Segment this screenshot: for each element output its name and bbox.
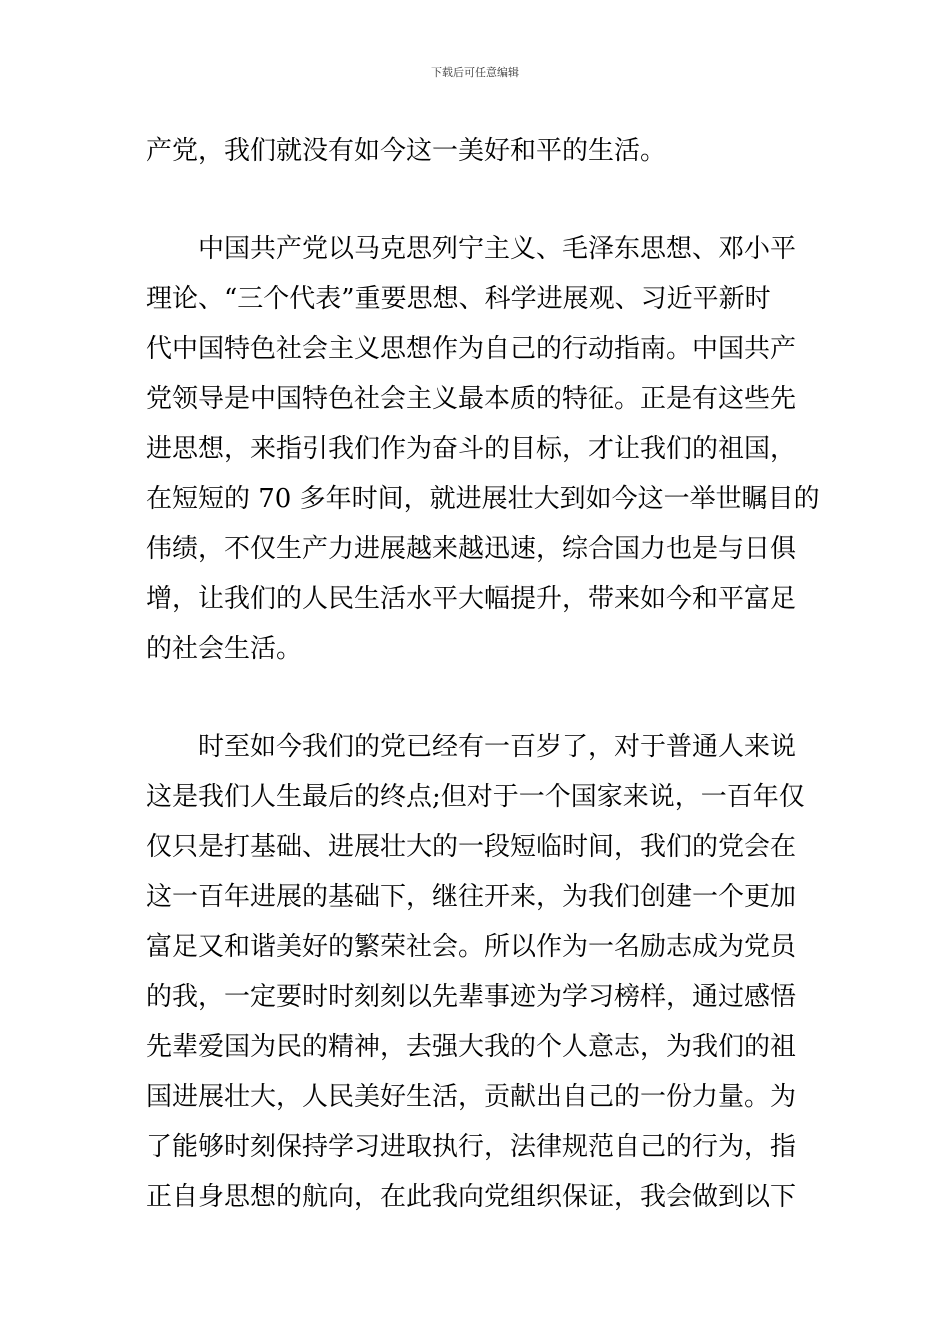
paragraph-first-line: 时至如今我们的党已经有一百岁了，对于普通人来说 <box>198 732 797 762</box>
text-line: 代中国特色社会主义思想作为自己的行动指南。中国共产 <box>146 334 797 364</box>
text-line: 先辈爱国为民的精神，去强大我的个人意志，为我们的祖 <box>146 1032 797 1062</box>
text-line: 国进展壮大，人民美好生活，贡献出自己的一份力量。为 <box>146 1082 797 1112</box>
text-line: 这是我们人生最后的终点;但对于一个国家来说，一百年仅 <box>146 782 805 812</box>
text-line: 理论、“三个代表”重要思想、科学进展观、习近平新时 <box>146 284 771 314</box>
text-line: 仅只是打基础、进展壮大的一段短临时间，我们的党会在 <box>146 832 797 862</box>
text-line: 了能够时刻保持学习进取执行，法律规范自己的行为，指 <box>146 1132 797 1162</box>
text-line: 的我，一定要时时刻刻以先辈事迹为学习榜样，通过感悟 <box>146 982 797 1012</box>
text-line: 正自身思想的航向，在此我向党组织保证，我会做到以下 <box>146 1182 797 1212</box>
text-line: 产党，我们就没有如今这一美好和平的生活。 <box>146 136 667 166</box>
text-line: 富足又和谐美好的繁荣社会。所以作为一名励志成为党员 <box>146 932 797 962</box>
text-line: 党领导是中国特色社会主义最本质的特征。正是有这些先 <box>146 384 797 414</box>
text-line: 这一百年进展的基础下，继往开来，为我们创建一个更加 <box>146 882 797 912</box>
text-line: 伟绩，不仅生产力进展越来越迅速，综合国力也是与日俱 <box>146 534 797 564</box>
text-line: 增，让我们的人民生活水平大幅提升，带来如今和平富足 <box>146 584 797 614</box>
text-line: 在短短的 70 多年时间，就进展壮大到如今这一举世瞩目的 <box>146 484 820 514</box>
paragraph-first-line: 中国共产党以马克思列宁主义、毛泽东思想、邓小平 <box>198 234 797 264</box>
page-header: 下载后可任意编辑 <box>431 66 519 79</box>
text-line: 的社会生活。 <box>146 634 303 664</box>
text-line: 进思想，来指引我们作为奋斗的目标，才让我们的祖国， <box>146 434 797 464</box>
